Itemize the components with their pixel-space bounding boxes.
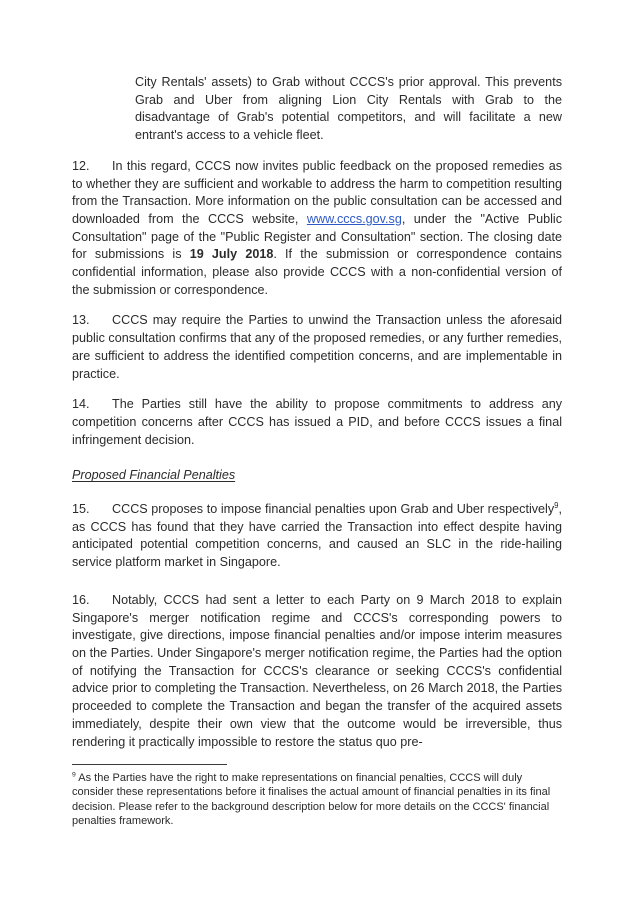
paragraph-12-number: 12. bbox=[72, 158, 90, 173]
paragraph-14-number: 14. bbox=[72, 397, 90, 412]
paragraph-15-text bbox=[72, 502, 562, 569]
footnote-area bbox=[72, 764, 562, 828]
text-run: , as CCCS has found that they have carried the Transaction into effect despite having anticipated potential competition concerns, and caused an SLC in the ride-hailing service platform market in Singapore. bbox=[72, 502, 562, 570]
paragraph-14-text bbox=[72, 397, 562, 446]
paragraph-13-number: 13. bbox=[72, 313, 90, 328]
bold-date-text: 19 July 2018 bbox=[189, 247, 274, 262]
text-run: Notably, CCCS had sent a letter to each Party on 9 March 2018 to explain Singapore's merger notification regime and CCCS's corresponding powers to investigate, give directions, impose financial penalties and/or impose interim measures on the Parties. Under Singapore's merger notification regime, the Parties had the option of notifying the Transaction for CCCS's clearance or seeking CCCS's confidential advice prior to completing the Transaction. Nevertheless, on 26 March 2018, the Parties proceeded to complete the Transaction and began the transfer of the acquired assets immediately, despite their own view that the outcome would be irreversible, thus rendering it practically impossible to restore the status quo pre- bbox=[72, 592, 562, 749]
section-heading-proposed-financial-penalties: Proposed Financial Penalties bbox=[72, 468, 236, 483]
footnote-9 bbox=[72, 771, 562, 828]
text-run: CCCS proposes to impose financial penalties upon Grab and Uber respectively bbox=[112, 502, 555, 517]
paragraph-13-text bbox=[72, 313, 562, 380]
paragraph-15-number: 15. bbox=[72, 502, 90, 517]
footnote-9-marker: 9 bbox=[72, 771, 76, 779]
text-run: The Parties still have the ability to propose commitments to address any competition concerns after CCCS has issued a PID, and before CCCS issues a final infringement decision. bbox=[72, 397, 562, 447]
text-run: City Rentals' assets) to Grab without CCCS's prior approval. This prevents Grab and Uber from aligning Lion City Rentals with Grab to the disadvantage of Grab's potential competitors, and will facilitate a new entrant's access to a vehicle fleet. bbox=[135, 75, 562, 143]
paragraph-12 bbox=[72, 158, 562, 300]
paragraph-15 bbox=[72, 501, 562, 572]
document-content bbox=[72, 74, 562, 751]
list-continuation-paragraph bbox=[135, 74, 562, 145]
paragraph-12-text bbox=[72, 159, 562, 297]
footnote-separator-rule bbox=[72, 764, 227, 765]
footnote-9-text: As the Parties have the right to make representations on financial penalties, CCCS will duly consider these representations before it finalises the actual amount of financial penalties in its final decision. Please refer to the background description below for more details on the CCCS' financial penalties framework. bbox=[72, 772, 551, 827]
text-run: . If the submission or correspondence contains confidential information, please also provide CCCS with a non-confidential version of the submission or correspondence. bbox=[72, 247, 562, 297]
paragraph-16-number: 16. bbox=[72, 592, 90, 607]
text-run: CCCS may require the Parties to unwind the Transaction unless the aforesaid public consultation confirms that any of the proposed remedies, or any further remedies, are sufficient to address the identified competition concerns, and are implementable in practice. bbox=[72, 313, 563, 381]
text-run: , under the "Active Public Consultation" page of the "Public Register and Consultation" section. The closing date for submissions is bbox=[72, 211, 563, 262]
text-run: In this regard, CCCS now invites public feedback on the proposed remedies as to whether they are sufficient and workable to address the harm to competition resulting from the Transaction. More information on the public consultation can be accessed and downloaded from the CCCS website, bbox=[72, 158, 562, 226]
paragraph-13 bbox=[72, 312, 562, 383]
paragraph-16 bbox=[72, 592, 562, 751]
cccs-website-link[interactable]: www.cccs.gov.sg bbox=[306, 211, 402, 226]
footnote-reference-9: 9 bbox=[554, 500, 559, 510]
paragraph-14 bbox=[72, 396, 562, 449]
paragraph-16-text bbox=[72, 593, 562, 749]
